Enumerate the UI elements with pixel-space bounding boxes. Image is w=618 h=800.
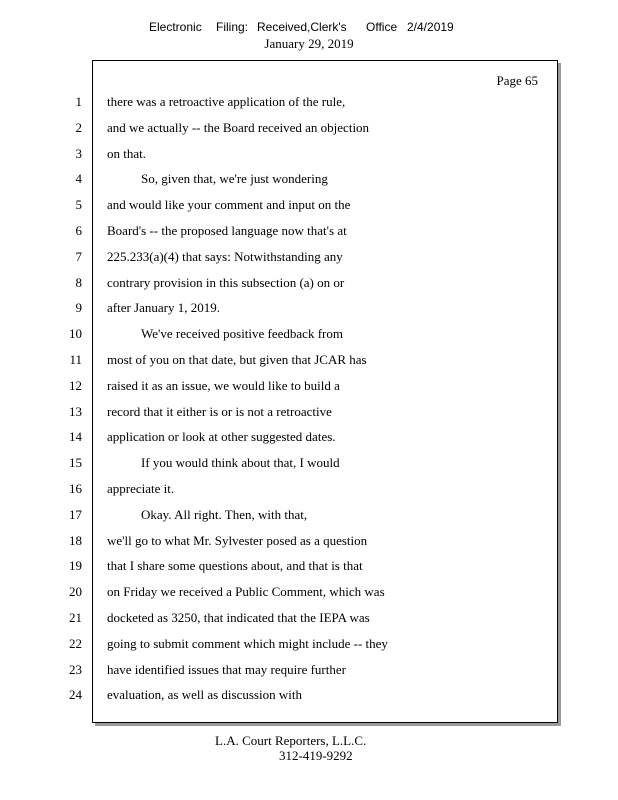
transcript-line [0, 657, 618, 683]
line-text: there was a retroactive application of the rule, [107, 94, 346, 109]
line-number: 4 [75, 171, 82, 187]
transcript-line [0, 373, 618, 399]
transcript-line [0, 605, 618, 631]
line-number: 2 [75, 119, 82, 135]
line-number: 22 [69, 635, 82, 651]
line-text: Okay. All right. Then, with that, [141, 506, 308, 522]
page-number: Page 65 [496, 73, 538, 88]
line-number: 18 [69, 532, 82, 548]
transcript-line [0, 553, 618, 579]
line-text: have identified issues that may require further [107, 661, 346, 677]
line-text: and would like your comment and input on the [107, 197, 351, 213]
line-text: that I share some questions about, and that is that [107, 558, 363, 574]
line-text: If you would think about that, I would [141, 455, 340, 471]
transcript-line [0, 347, 618, 373]
transcript-line [0, 399, 618, 425]
line-text: So, given that, we're just wondering [141, 171, 328, 187]
transcript-line [0, 528, 618, 554]
transcript-line [0, 89, 618, 115]
line-number: 10 [69, 326, 82, 342]
transcript-line [0, 424, 618, 450]
line-text: on Friday we received a Public Comment, which was [107, 584, 385, 600]
line-number: 11 [69, 351, 82, 367]
filing-stamp [0, 20, 618, 36]
line-text: going to submit comment which might include -- they [107, 635, 388, 651]
line-text: evaluation, as well as discussion with [107, 687, 302, 703]
line-text: Board's -- the proposed language now that's at [107, 222, 347, 238]
transcript-line [0, 192, 618, 218]
line-number: 5 [75, 197, 82, 213]
line-number: 24 [69, 687, 82, 703]
line-text: after January 1, 2019. [107, 300, 220, 316]
transcript-line [0, 295, 618, 321]
line-number: 12 [69, 377, 82, 393]
transcript-lines [0, 89, 618, 708]
transcript-line [0, 141, 618, 167]
transcript-line [0, 450, 618, 476]
line-number: 17 [69, 506, 82, 522]
transcript-line [0, 579, 618, 605]
reporter-name: L.A. Court Reporters, L.L.C. [215, 733, 367, 748]
line-text: raised it as an issue, we would like to build a [107, 377, 340, 393]
line-text: docketed as 3250, that indicated that the IEPA was [107, 609, 370, 625]
line-text: and we actually -- the Board received an objection [107, 119, 370, 135]
transcript-line [0, 476, 618, 502]
transcript-date: January 29, 2019 [264, 36, 354, 51]
line-number: 23 [69, 661, 82, 677]
line-number: 7 [75, 248, 82, 264]
line-number: 9 [75, 300, 82, 316]
transcript-line [0, 631, 618, 657]
line-text: appreciate it. [107, 480, 175, 496]
reporter-phone: 312-419-9292 [279, 748, 353, 763]
stamp-received: Received,Clerk's [257, 20, 347, 34]
line-number: 15 [69, 455, 82, 471]
line-number: 8 [75, 274, 82, 290]
line-number: 13 [69, 403, 82, 419]
line-number: 19 [69, 558, 82, 574]
transcript-line [0, 115, 618, 141]
stamp-office: Office [366, 20, 398, 34]
line-number: 6 [75, 222, 82, 238]
line-number: 16 [69, 480, 82, 496]
line-text: 225.233(a)(4) that says: Notwithstanding any [107, 248, 343, 264]
stamp-electronic: Electronic [149, 20, 202, 34]
transcript-line [0, 218, 618, 244]
line-text: We've received positive feedback from [141, 326, 343, 342]
line-number: 20 [69, 584, 82, 600]
transcript-line [0, 244, 618, 270]
line-number: 21 [69, 609, 82, 625]
transcript-line [0, 166, 618, 192]
line-text: most of you on that date, but given that JCAR has [107, 351, 367, 367]
transcript-line [0, 682, 618, 708]
stamp-date: 2/4/2019 [407, 20, 454, 34]
line-text: we'll go to what Mr. Sylvester posed as a question [107, 532, 368, 548]
line-number: 14 [69, 429, 82, 445]
line-text: contrary provision in this subsection (a) on or [107, 274, 345, 290]
line-text: record that it either is or is not a retroactive [107, 403, 332, 419]
transcript-line [0, 321, 618, 347]
transcript-line [0, 270, 618, 296]
line-number: 1 [75, 94, 82, 109]
line-text: on that. [107, 145, 146, 161]
stamp-filing: Filing: [216, 20, 249, 34]
line-text: application or look at other suggested dates. [107, 429, 336, 445]
line-number: 3 [75, 145, 82, 161]
transcript-line [0, 502, 618, 528]
